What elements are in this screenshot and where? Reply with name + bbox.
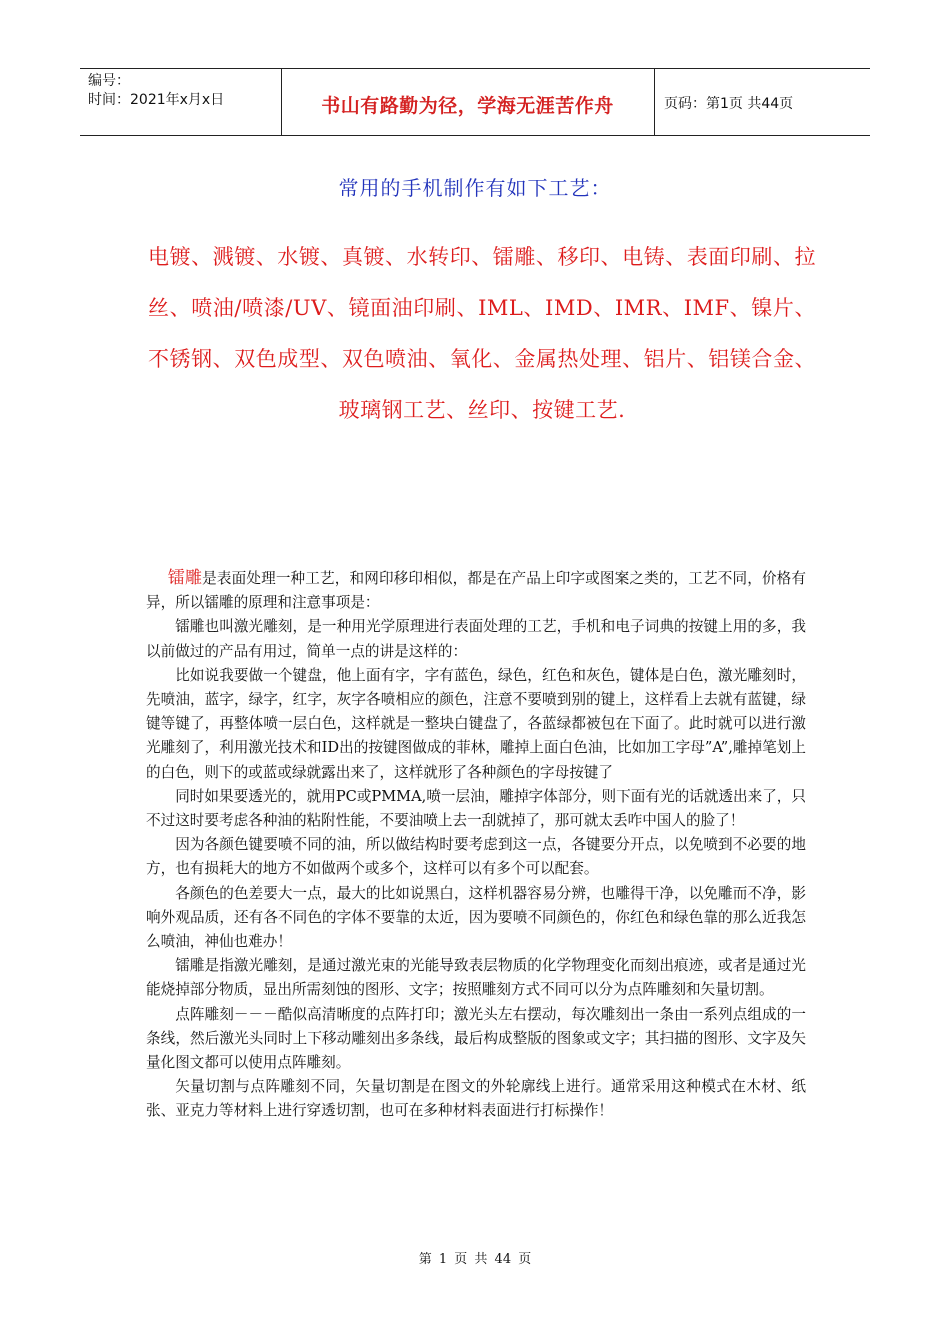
process-list: 电镀、溅镀、水镀、真镀、水转印、镭雕、移印、电铸、表面印刷、拉丝、喷油/喷漆/UV、镜面油印刷、IML、IMD、IMR、IMF、镍片、不锈钢、双色成型、双色喷油、氧化、金属热处理、铝片、铝镁合金、玻璃钢工艺、丝印、按键工艺.: [148, 245, 816, 422]
header-page-info: 页码：第1页 共44页: [664, 96, 794, 112]
header-number-label: 编号：: [88, 73, 130, 89]
body-paragraph: 各颜色的色差要大一点，最大的比如说黑白，这样机器容易分辨，也雕得干净，以免雕而不净，影响外观品质，还有各不同色的字体不要靠的太近，因为要喷不同颜色的，你红色和绿色靠的那么近我怎么喷油，神仙也难办！: [146, 884, 806, 951]
body-paragraph: 点阵雕刻－－－酷似高清晰度的点阵打印；激光头左右摆动，每次雕刻出一条由一系列点组成的一条线，然后激光头同时上下移动雕刻出多条线，最后构成整版的图象或文字；其扫描的图形、文字及矢量化图文都可以使用点阵雕刻。: [146, 1005, 806, 1072]
header-divider: [654, 69, 655, 135]
body-paragraph: 因为各颜色键要喷不同的油，所以做结构时要考虑到这一点，各键要分开点，以免喷到不必要的地方，也有损耗大的地方不如做两个或多个，这样可以有多个可以配套。: [146, 836, 806, 878]
body-paragraph: 同时如果要透光的，就用PC或PMMA,喷一层油，雕掉字体部分，则下面有光的话就透出来了，只不过这时要考虑各种油的粘附性能，不要油喷上去一刮就掉了，那可就太丢咋中国人的脸了！: [146, 787, 806, 830]
intro-text: 是表面处理一种工艺，和网印移印相似，都是在产品上印字或图案之类的，工艺不同，价格有异，所以镭雕的原理和注意事项是：: [146, 570, 806, 612]
body-paragraph: 镭雕也叫激光雕刻，是一种用光学原理进行表面处理的工艺，手机和电子词典的按键上用的多，我以前做过的产品有用过，简单一点的讲是这样的：: [146, 618, 806, 660]
header-date-label: 时间：2021年x月x日: [88, 92, 225, 108]
header-meta: [88, 72, 224, 110]
page-footer: 第 1 页 共 44 页: [418, 1252, 532, 1267]
body-paragraph: 比如说我要做一个键盘，他上面有字，字有蓝色，绿色，红色和灰色，键体是白色，激光雕刻时，先喷油，蓝字，绿字，红字，灰字各喷相应的颜色，注意不要喷到别的键上，这样看上去就有蓝键，绿键等键了，再整体喷一层白色，这样就是一整块白键盘了，各蓝绿都被包在下面了。此时就可以进行激光雕刻了，利用激光技术和ID出的按键图做成的菲林，雕掉上面白色油，比如加工字母”A”,雕掉笔划上的白色，则下的或蓝或绿就露出来了，这样就形了各种颜色的字母按键了: [146, 666, 806, 781]
body-paragraph: 镭雕是指激光雕刻，是通过激光束的光能导致表层物质的化学物理变化而刻出痕迹，或者是通过光能烧掉部分物质，显出所需刻蚀的图形、文字；按照雕刻方式不同可以分为点阵雕刻和矢量切割。: [146, 957, 806, 999]
body-paragraph: 矢量切割与点阵雕刻不同，矢量切割是在图文的外轮廓线上进行。通常采用这种模式在木材、纸张、亚克力等材料上进行穿透切割，也可在多种材料表面进行打标操作！: [146, 1078, 806, 1120]
body-text: [146, 566, 806, 1124]
page-subtitle: 常用的手机制作有如下工艺：: [338, 176, 612, 200]
keyword-laser-engraving: 镭雕: [167, 568, 203, 588]
header-motto: 书山有路勤为径，学海无涯苦作舟: [321, 95, 614, 117]
intro-paragraph: [146, 566, 806, 615]
document-header: [80, 68, 870, 136]
